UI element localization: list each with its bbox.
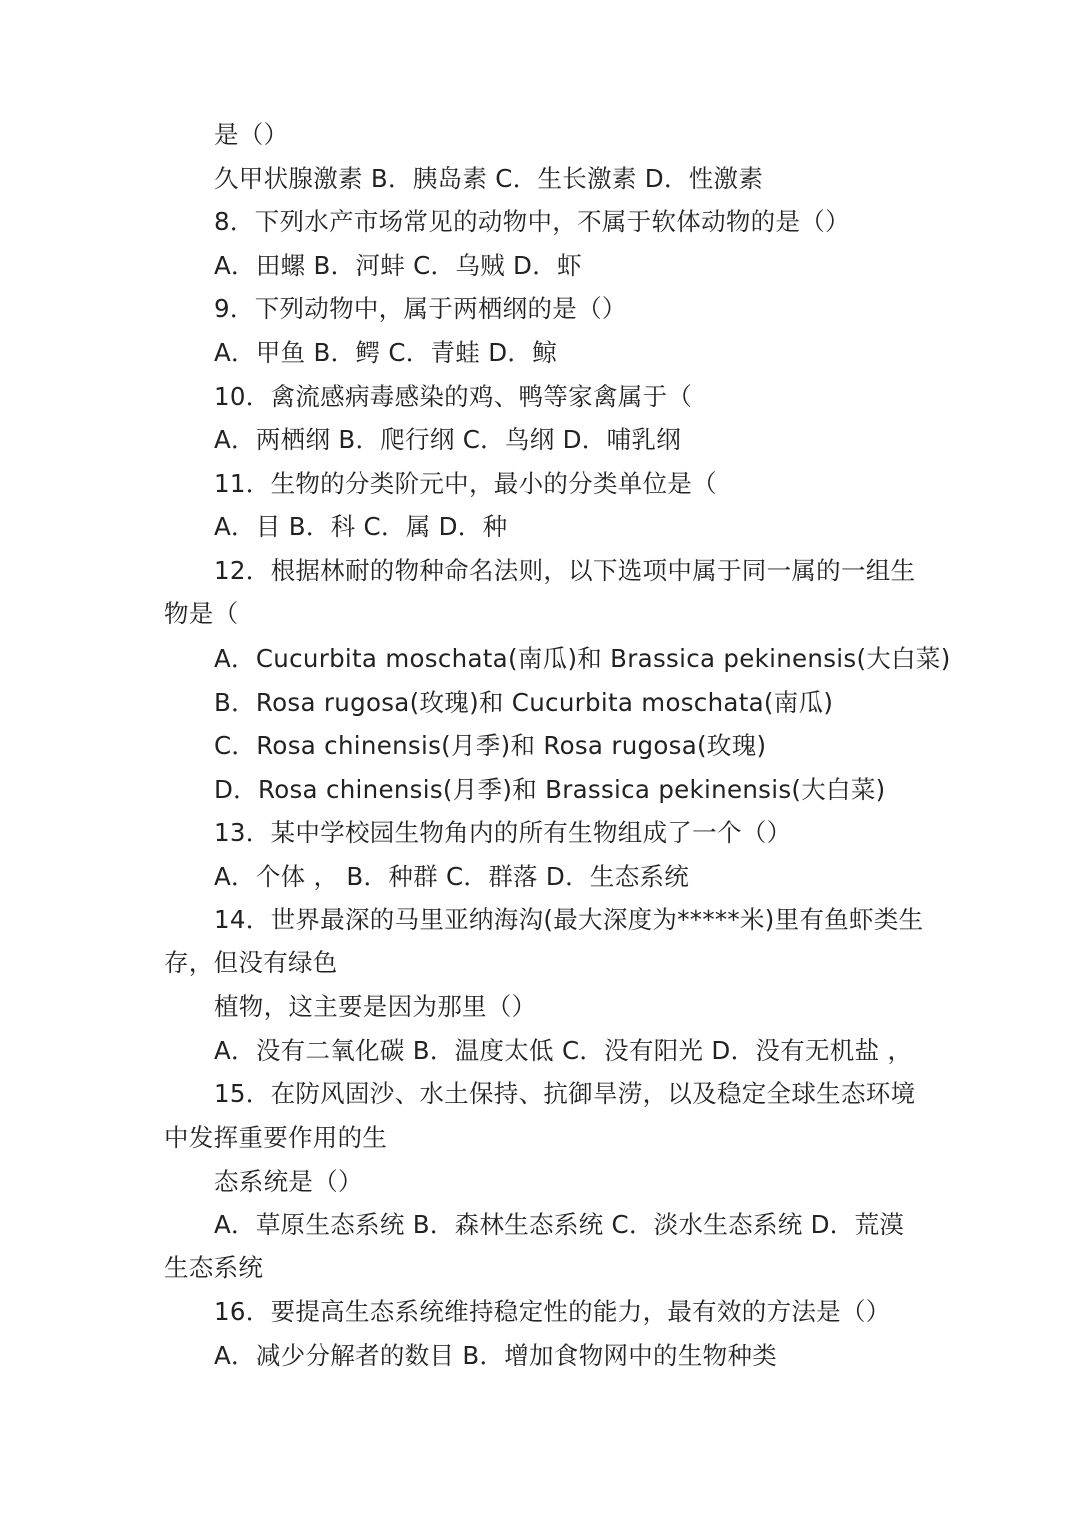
text-line: A．两栖纲 B．爬行纲 C．鸟纲 D．哺乳纲 (214, 425, 682, 454)
text-line: 生态系统 (164, 1253, 264, 1282)
text-line: 14．世界最深的马里亚纳海沟(最大深度为*****米)里有鱼虾类生 (214, 905, 924, 934)
text-line: A．目 B．科 C．属 D．种 (214, 512, 508, 541)
text-line: A．没有二氧化碳 B．温度太低 C．没有阳光 D．没有无机盐 ， (214, 1036, 913, 1065)
text-line: 9．下列动物中，属于两栖纲的是（） (214, 294, 627, 323)
text-line: 植物，这主要是因为那里（） (214, 992, 537, 1021)
text-line: 物是（ (164, 599, 239, 628)
text-line: 存，但没有绿色 (164, 948, 338, 977)
text-line: 13．某中学校园生物角内的所有生物组成了一个（） (214, 818, 792, 847)
text-line: A．甲鱼 B．鳄 C．青蛙 D．鲸 (214, 338, 558, 367)
text-line: A．Cucurbita moschata(南瓜)和 Brassica pekinensis(大白菜) (214, 644, 951, 673)
text-line: 16．要提高生态系统维持稳定性的能力，最有效的方法是（） (214, 1297, 891, 1326)
text-line: A．减少分解者的数目 B．增加食物网中的生物种类 (214, 1341, 778, 1370)
text-line: 8．下列水产市场常见的动物中，不属于软体动物的是（） (214, 207, 850, 236)
text-line: 态系统是（） (214, 1167, 363, 1196)
text-line: C．Rosa chinensis(月季)和 Rosa rugosa(玫瑰) (214, 731, 767, 760)
text-line: 是（） (214, 120, 289, 149)
text-line: 中发挥重要作用的生 (164, 1123, 388, 1152)
text-line: B．Rosa rugosa(玫瑰)和 Cucurbita moschata(南瓜) (214, 688, 834, 717)
text-line: A．田螺 B．河蚌 C．乌贼 D．虾 (214, 251, 582, 280)
text-line: 15．在防风固沙、水土保持、抗御旱涝，以及稳定全球生态环境 (214, 1079, 916, 1108)
text-line: 12．根据林耐的物种命名法则，以下选项中属于同一属的一组生 (214, 556, 916, 585)
text-line: A．个体 ， B．种群 C．群落 D．生态系统 (214, 862, 690, 891)
text-line: 久甲状腺激素 B．胰岛素 C．生长激素 D．性激素 (214, 164, 764, 193)
text-line: D．Rosa chinensis(月季)和 Brassica pekinensis(大白菜) (214, 775, 886, 804)
text-line: 10．禽流感病毒感染的鸡、鸭等家禽属于（ (214, 382, 693, 411)
text-line: A．草原生态系统 B．森林生态系统 C．淡水生态系统 D．荒漠 (214, 1210, 905, 1239)
text-line: 11．生物的分类阶元中，最小的分类单位是（ (214, 469, 717, 498)
